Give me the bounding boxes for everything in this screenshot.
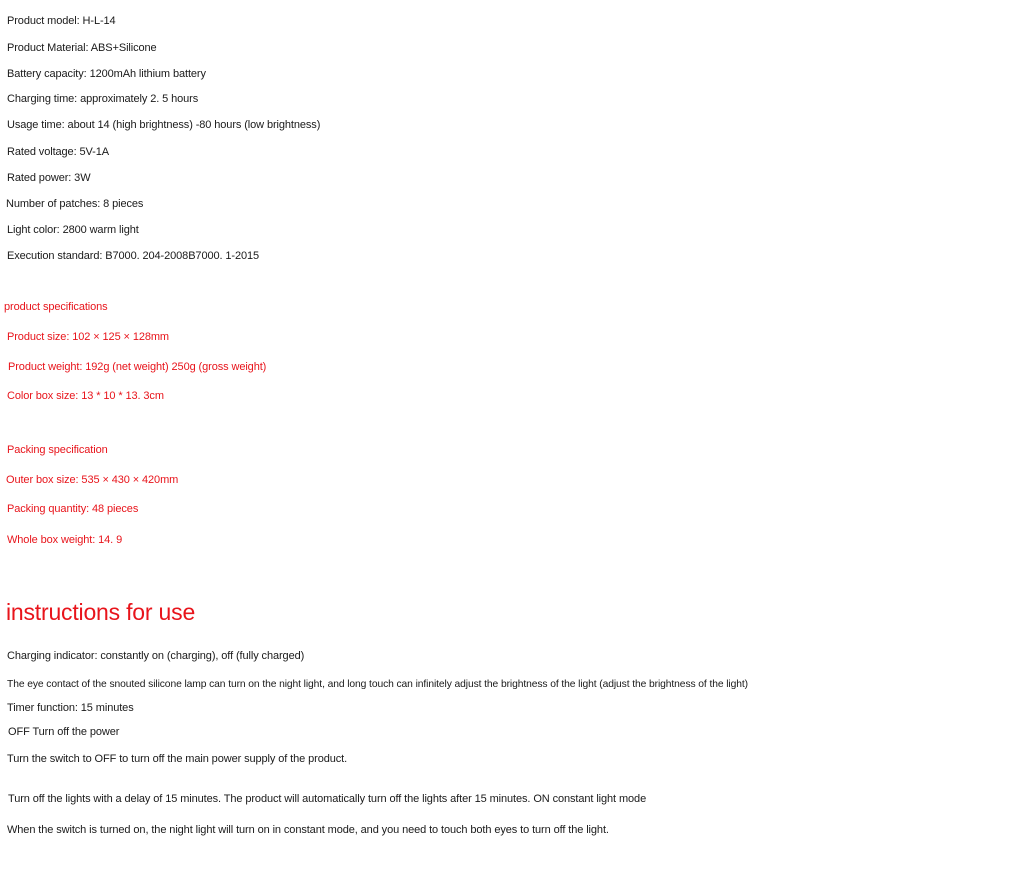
product-weight: Product weight: 192g (net weight) 250g (gross weight)	[8, 361, 267, 373]
spec-rated-voltage: Rated voltage: 5V-1A	[7, 146, 109, 158]
color-box-size: Color box size: 13 * 10 * 13. 3cm	[7, 390, 164, 402]
instructions-heading: instructions for use	[6, 599, 196, 625]
instruction-switch-off: Turn the switch to OFF to turn off the main power supply of the product.	[7, 753, 348, 765]
spec-product-material: Product Material: ABS+Silicone	[7, 42, 157, 54]
spec-execution-standard: Execution standard: B7000. 204-2008B7000. 1-2015	[7, 250, 260, 262]
instruction-constant-mode: When the switch is turned on, the night light will turn on in constant mode, and you need to touch both eyes to turn off the light.	[7, 824, 609, 836]
product-size: Product size: 102 × 125 × 128mm	[7, 331, 169, 343]
spec-product-model: Product model: H-L-14	[7, 15, 116, 27]
instruction-charging-indicator: Charging indicator: constantly on (charging), off (fully charged)	[7, 650, 305, 662]
spec-number-of-patches: Number of patches: 8 pieces	[6, 198, 144, 210]
outer-box-size: Outer box size: 535 × 430 × 420mm	[6, 474, 179, 486]
packing-specification-heading: Packing specification	[7, 444, 108, 456]
instruction-eye-contact: The eye contact of the snouted silicone lamp can turn on the night light, and long touch can infinitely adjust the brightness of the light (adjust the brightness of the light)	[7, 679, 748, 690]
spec-rated-power: Rated power: 3W	[7, 172, 91, 184]
instruction-off-power: OFF Turn off the power	[8, 726, 120, 738]
packing-quantity: Packing quantity: 48 pieces	[7, 503, 139, 515]
spec-light-color: Light color: 2800 warm light	[7, 224, 139, 236]
spec-usage-time: Usage time: about 14 (high brightness) -80 hours (low brightness)	[7, 119, 321, 131]
instruction-delay-off: Turn off the lights with a delay of 15 minutes. The product will automatically turn off the lights after 15 minutes. ON constant light mode	[8, 793, 647, 805]
instruction-timer-function: Timer function: 15 minutes	[7, 702, 134, 714]
whole-box-weight: Whole box weight: 14. 9	[7, 534, 123, 546]
spec-battery-capacity: Battery capacity: 1200mAh lithium battery	[7, 68, 206, 80]
spec-charging-time: Charging time: approximately 2. 5 hours	[7, 93, 199, 105]
product-specifications-heading: product specifications	[4, 301, 108, 313]
